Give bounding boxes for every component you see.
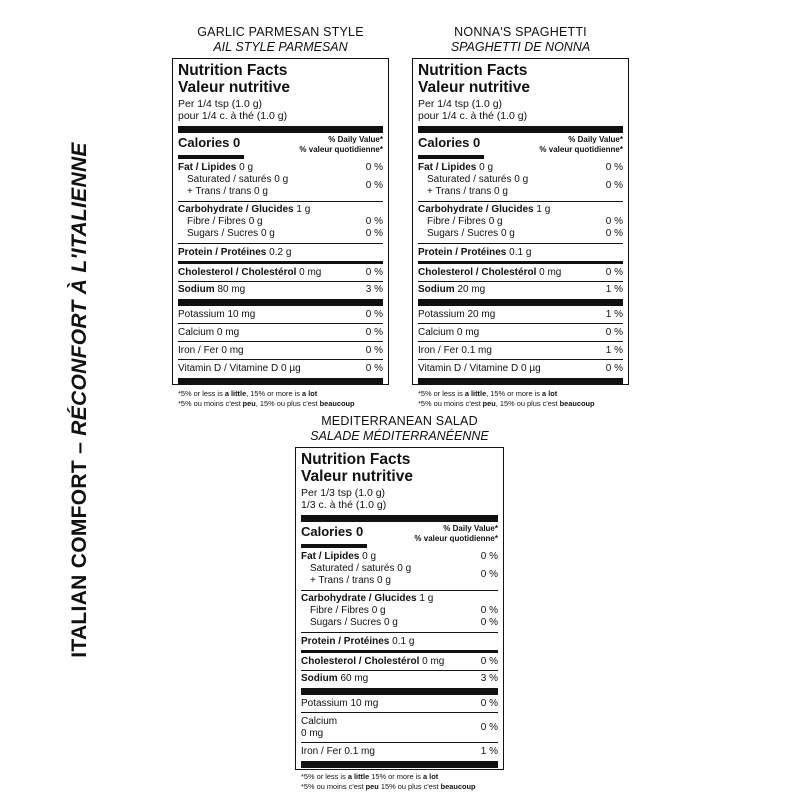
fibre-value: 0 g (371, 605, 386, 616)
iron-label: Iron / Fer (301, 745, 342, 757)
calories-row (301, 522, 498, 544)
sat-trans-group (301, 563, 498, 587)
carbs-label: Carbohydrate / Glucides (418, 204, 534, 215)
iron-label: Iron / Fer (418, 344, 459, 356)
sugars-row (178, 228, 383, 240)
product-name-fr: SPAGHETTI DE NONNA (450, 40, 591, 54)
product-nonnas-spaghetti (412, 25, 629, 408)
carbs-label: Carbohydrate / Glucides (178, 204, 294, 215)
nutrition-label (295, 447, 504, 791)
footnote-text: a lot (423, 772, 439, 781)
nutrition-label (172, 58, 389, 408)
nutrition-label (412, 58, 629, 408)
cholesterol-value: 0 mg (299, 266, 322, 278)
footnote-text: , 15% or more is (246, 389, 303, 398)
vitamin-d-row (418, 360, 623, 377)
calcium-row (178, 324, 383, 341)
sugars-label: Sugars / Sucres (427, 228, 499, 239)
product-name (412, 25, 629, 55)
iron-row (418, 342, 623, 359)
product-name-en: NONNA'S SPAGHETTI (454, 25, 587, 39)
serving-fr: pour 1/4 c. à thé (1.0 g) (178, 110, 288, 122)
cholesterol-label: Cholesterol / Cholestérol (418, 266, 537, 278)
sugars-value: 0 g (500, 228, 515, 239)
serving-en: Per 1/4 tsp (1.0 g) (418, 98, 503, 110)
carbs-row (178, 202, 383, 216)
fibre-label: Fibre / Fibres (187, 216, 246, 227)
calcium-row (301, 713, 498, 742)
product-name (172, 25, 389, 55)
protein-label: Protein / Protéines (301, 635, 390, 647)
sugars-value: 0 g (383, 617, 398, 628)
sat-trans-dv: 0 % (365, 180, 383, 191)
carbs-value: 1 g (419, 593, 434, 604)
footnote (301, 768, 498, 791)
fibre-dv: 0 % (365, 216, 383, 227)
serving-en: Per 1/4 tsp (1.0 g) (178, 98, 263, 110)
label-title-fr: Valeur nutritive (178, 79, 290, 96)
footnote-text: beaucoup (319, 398, 355, 408)
sat-trans-group (178, 174, 383, 198)
fibre-row (418, 216, 623, 228)
trans-value: 0 g (253, 186, 268, 197)
footnote-text: , 15% or more is (486, 389, 543, 398)
footnote-text: peu (242, 398, 256, 408)
fibre-value: 0 g (488, 216, 503, 227)
saturated-value: 0 g (514, 174, 529, 185)
product-name-fr: AIL STYLE PARMESAN (213, 40, 348, 54)
trans-value: 0 g (376, 575, 391, 586)
divider (301, 688, 498, 695)
sugars-value: 0 g (260, 228, 275, 239)
fat-label: Fat / Lipides (178, 161, 237, 173)
calories-label: Calories (418, 135, 470, 150)
sugars-dv: 0 % (605, 228, 623, 239)
calcium-value: 0 mg (216, 326, 240, 338)
calcium-dv: 0 % (605, 326, 623, 338)
cholesterol-value: 0 mg (539, 266, 562, 278)
footnote-text: *5% ou moins c'est (178, 398, 243, 408)
sugars-dv: 0 % (480, 617, 498, 628)
sugars-row (301, 617, 498, 629)
footnote-text: a little (464, 389, 487, 398)
cholesterol-row (178, 264, 383, 281)
footnote-text: 15% or more is (369, 772, 423, 781)
fat-value: 0 g (239, 161, 254, 173)
potassium-value: 20 mg (467, 308, 496, 320)
product-name-fr: SALADE MÉDITERRANÉENNE (310, 429, 489, 443)
saturated-label: Saturated / saturés (427, 174, 512, 185)
carbs-row (418, 202, 623, 216)
calcium-label: Calcium (178, 326, 215, 338)
vitamin-d-value: 0 µg (521, 362, 541, 374)
side-title-en: ITALIAN COMFORT – (68, 435, 91, 658)
potassium-dv: 1 % (605, 308, 623, 320)
divider (418, 378, 623, 385)
fibre-label: Fibre / Fibres (310, 605, 369, 616)
calories-label: Calories (178, 135, 230, 150)
protein-row (178, 244, 383, 261)
sodium-label: Sodium (178, 284, 215, 295)
footnote-text: *5% or less is (418, 389, 465, 398)
potassium-dv: 0 % (480, 697, 498, 709)
iron-label: Iron / Fer (178, 344, 219, 356)
product-mediterranean-salad (295, 414, 504, 791)
sodium-dv: 3 % (480, 673, 498, 684)
protein-label: Protein / Protéines (418, 246, 507, 258)
sugars-row (418, 228, 623, 240)
sat-trans-group (418, 174, 623, 198)
label-title-fr: Valeur nutritive (418, 79, 530, 96)
sodium-dv: 1 % (605, 284, 623, 295)
cholesterol-row (418, 264, 623, 281)
carbs-label: Carbohydrate / Glucides (301, 593, 417, 604)
fat-dv: 0 % (365, 161, 383, 173)
iron-dv: 1 % (480, 745, 498, 757)
carbs-row (301, 591, 498, 605)
calories-value: 0 (232, 135, 241, 150)
dv-header-en: % Daily Value* (443, 524, 498, 533)
cholesterol-label: Cholesterol / Cholestérol (301, 655, 420, 667)
fibre-row (301, 605, 498, 617)
calories-value: 0 (355, 524, 364, 539)
carbs-value: 1 g (536, 204, 551, 215)
fibre-dv: 0 % (480, 605, 498, 616)
side-title-fr: RÉCONFORT À L'ITALIENNE (68, 142, 91, 436)
trans-label: + Trans / trans (310, 575, 375, 586)
iron-row (178, 342, 383, 359)
serving-fr: pour 1/4 c. à thé (1.0 g) (418, 110, 528, 122)
footnote-text: *5% ou moins c'est (418, 398, 483, 408)
fat-dv: 0 % (605, 161, 623, 173)
dv-header-fr: % valeur quotidienne* (414, 533, 498, 543)
sugars-dv: 0 % (365, 228, 383, 239)
serving-fr: 1/3 c. à thé (1.0 g) (301, 499, 387, 511)
product-name (295, 414, 504, 444)
calories-row (418, 133, 623, 155)
label-title-en: Nutrition Facts (418, 62, 528, 79)
fibre-label: Fibre / Fibres (427, 216, 486, 227)
cholesterol-label: Cholesterol / Cholestérol (178, 266, 297, 278)
sodium-label: Sodium (301, 673, 338, 684)
divider (178, 299, 383, 306)
sodium-row (301, 671, 498, 687)
cholesterol-dv: 0 % (605, 266, 623, 278)
trans-value: 0 g (493, 186, 508, 197)
sat-trans-dv: 0 % (605, 180, 623, 191)
footnote-text: beaucoup (440, 781, 476, 791)
footnote (178, 385, 383, 408)
calories-value: 0 (472, 135, 481, 150)
calories-row (178, 133, 383, 155)
potassium-row (418, 306, 623, 323)
fat-label: Fat / Lipides (418, 161, 477, 173)
dv-header-en: % Daily Value* (328, 135, 383, 144)
footnote-text: *5% or less is (301, 772, 348, 781)
label-title-fr: Valeur nutritive (301, 468, 413, 485)
sodium-row (418, 282, 623, 298)
trans-label: + Trans / trans (187, 186, 252, 197)
footnote-text: a little (224, 389, 247, 398)
product-name-en: MEDITERRANEAN SALAD (321, 414, 478, 428)
calcium-value: 0 mg (456, 326, 480, 338)
footnote (418, 385, 623, 408)
footnote-text: , 15% ou plus c'est (255, 398, 320, 408)
calcium-row (418, 324, 623, 341)
potassium-value: 10 mg (350, 697, 379, 709)
dv-header-fr: % valeur quotidienne* (539, 144, 623, 154)
footnote-text: a lot (302, 389, 318, 398)
fibre-dv: 0 % (605, 216, 623, 227)
footnote-text: *5% ou moins c'est (301, 781, 366, 791)
calcium-dv: 0 % (480, 721, 498, 733)
footnote-text: a lot (542, 389, 558, 398)
dv-header-fr: % valeur quotidienne* (299, 144, 383, 154)
fat-value: 0 g (362, 550, 377, 562)
product-name-en: GARLIC PARMESAN STYLE (197, 25, 364, 39)
potassium-row (178, 306, 383, 323)
potassium-label: Potassium (301, 697, 348, 709)
saturated-value: 0 g (397, 563, 412, 574)
calcium-dv: 0 % (365, 326, 383, 338)
footnote-text: 15% ou plus c'est (378, 781, 441, 791)
footnote-text: peu (482, 398, 496, 408)
sugars-label: Sugars / Sucres (310, 617, 382, 628)
product-garlic-parmesan (172, 25, 389, 408)
footnote-text: , 15% ou plus c'est (495, 398, 560, 408)
fibre-value: 0 g (248, 216, 263, 227)
fat-dv: 0 % (480, 550, 498, 562)
divider (178, 126, 383, 133)
sugars-label: Sugars / Sucres (187, 228, 259, 239)
vitamin-d-label: Vitamin D / Vitamine D (178, 362, 279, 374)
footnote-text: *5% or less is (178, 389, 225, 398)
protein-value: 0.2 g (269, 246, 292, 258)
potassium-value: 10 mg (227, 308, 256, 320)
protein-label: Protein / Protéines (178, 246, 267, 258)
protein-row (301, 633, 498, 650)
iron-dv: 0 % (365, 344, 383, 356)
potassium-label: Potassium (418, 308, 465, 320)
side-title (68, 50, 92, 750)
saturated-value: 0 g (274, 174, 289, 185)
fibre-row (178, 216, 383, 228)
vitamin-d-row (178, 360, 383, 377)
iron-value: 0.1 mg (461, 344, 492, 356)
label-title-en: Nutrition Facts (178, 62, 288, 79)
divider (301, 761, 498, 768)
cholesterol-value: 0 mg (422, 655, 445, 667)
divider (301, 515, 498, 522)
vitamin-d-value: 0 µg (281, 362, 301, 374)
fat-value: 0 g (479, 161, 494, 173)
footnote-text: beaucoup (559, 398, 595, 408)
potassium-label: Potassium (178, 308, 225, 320)
calcium-label: Calcium (418, 326, 455, 338)
potassium-dv: 0 % (365, 308, 383, 320)
sodium-dv: 3 % (365, 284, 383, 295)
fat-label: Fat / Lipides (301, 550, 360, 562)
iron-value: 0.1 mg (344, 745, 375, 757)
sodium-value: 80 mg (217, 284, 246, 295)
footnote-text: a little (347, 772, 370, 781)
trans-label: + Trans / trans (427, 186, 492, 197)
divider (178, 378, 383, 385)
serving-en: Per 1/3 tsp (1.0 g) (301, 487, 386, 499)
protein-value: 0.1 g (509, 246, 532, 258)
sodium-value: 20 mg (457, 284, 486, 295)
iron-row (301, 743, 498, 760)
label-title-en: Nutrition Facts (301, 451, 411, 468)
protein-row (418, 244, 623, 261)
vitamin-d-dv: 0 % (365, 362, 383, 374)
cholesterol-row (301, 653, 498, 670)
protein-value: 0.1 g (392, 635, 415, 647)
divider (418, 126, 623, 133)
vitamin-d-dv: 0 % (605, 362, 623, 374)
dv-header-en: % Daily Value* (568, 135, 623, 144)
sodium-row (178, 282, 383, 298)
sat-trans-dv: 0 % (480, 569, 498, 580)
divider (418, 299, 623, 306)
calories-label: Calories (301, 524, 353, 539)
iron-value: 0 mg (221, 344, 244, 356)
saturated-label: Saturated / saturés (310, 563, 395, 574)
saturated-label: Saturated / saturés (187, 174, 272, 185)
cholesterol-dv: 0 % (480, 655, 498, 667)
calcium-label: Calcium (301, 715, 338, 727)
calcium-value: 0 mg (301, 727, 324, 739)
vitamin-d-label: Vitamin D / Vitamine D (418, 362, 519, 374)
potassium-row (301, 695, 498, 712)
cholesterol-dv: 0 % (365, 266, 383, 278)
sodium-value: 60 mg (340, 673, 369, 684)
footnote-text: peu (365, 781, 379, 791)
carbs-value: 1 g (296, 204, 311, 215)
iron-dv: 1 % (605, 344, 623, 356)
sodium-label: Sodium (418, 284, 455, 295)
